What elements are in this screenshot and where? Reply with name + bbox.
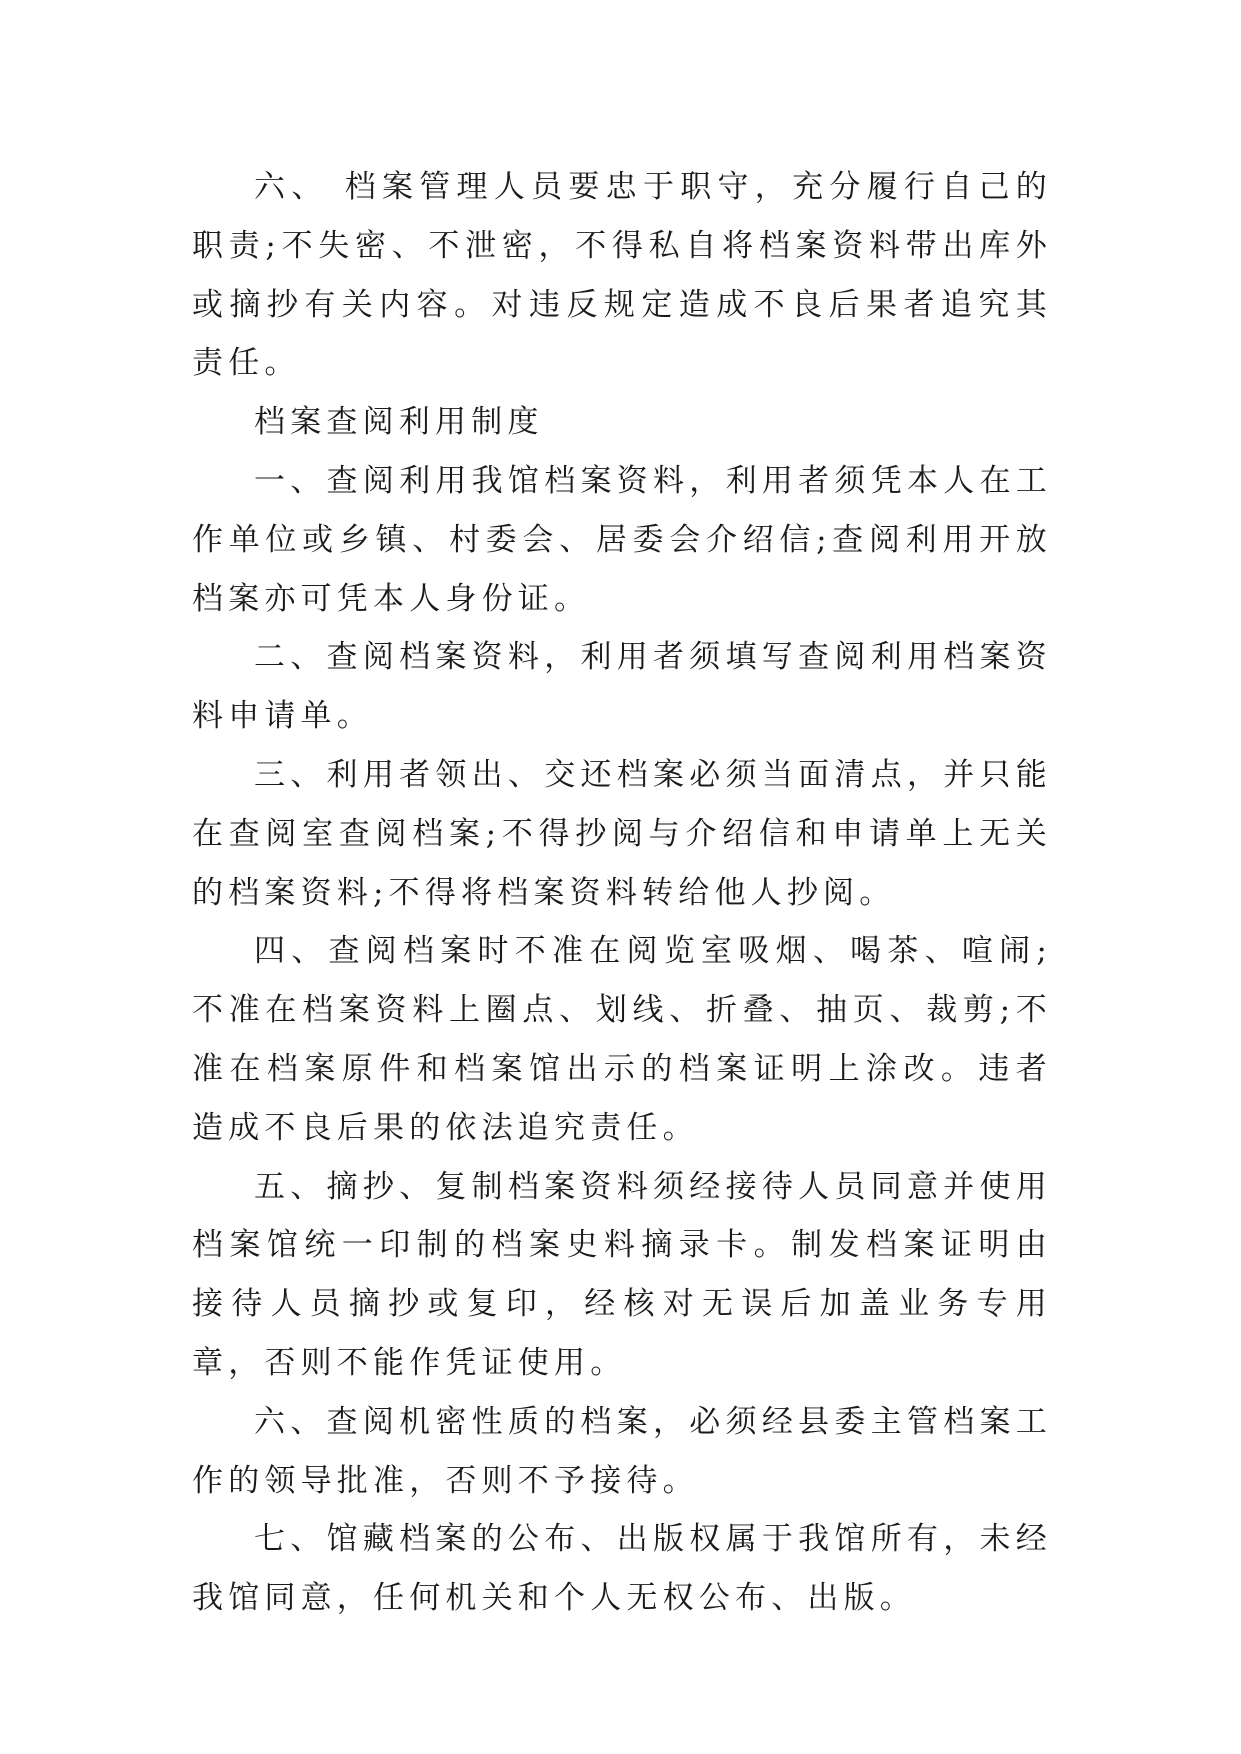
- paragraph-rule-7: 七、馆藏档案的公布、出版权属于我馆所有，未经我馆同意，任何机关和个人无权公布、出版。: [192, 1521, 1052, 1617]
- paragraph-archive-staff-duty: 六、 档案管理人员要忠于职守，充分履行自己的职责;不失密、不泄密，不得私自将档案资料带出库外或摘抄有关内容。对违反规定造成不良后果者追究其责任。: [192, 169, 1052, 382]
- paragraph-rule-4: 四、查阅档案时不准在阅览室吸烟、喝茶、喧闹;不准在档案资料上圈点、划线、折叠、抽页、裁剪;不准在档案原件和档案馆出示的档案证明上涂改。违者造成不良后果的依法追究责任。: [192, 933, 1052, 1146]
- section-title-archive-access-rules: 档案查阅利用制度: [254, 404, 544, 441]
- paragraph-rule-5: 五、摘抄、复制档案资料须经接待人员同意并使用档案馆统一印制的档案史料摘录卡。制发档案证明由接待人员摘抄或复印，经核对无误后加盖业务专用章，否则不能作凭证使用。: [192, 1168, 1052, 1381]
- paragraph-rule-2: 二、查阅档案资料，利用者须填写查阅利用档案资料申请单。: [192, 639, 1052, 735]
- document-body: [192, 158, 1052, 1628]
- paragraph-rule-3: 三、利用者领出、交还档案必须当面清点，并只能在查阅室查阅档案;不得抄阅与介绍信和申请单上无关的档案资料;不得将档案资料转给他人抄阅。: [192, 756, 1052, 911]
- paragraph-rule-1: 一、查阅利用我馆档案资料，利用者须凭本人在工作单位或乡镇、村委会、居委会介绍信;查阅利用开放档案亦可凭本人身份证。: [192, 462, 1052, 617]
- paragraph-rule-6: 六、查阅机密性质的档案，必须经县委主管档案工作的领导批准，否则不予接待。: [192, 1403, 1052, 1499]
